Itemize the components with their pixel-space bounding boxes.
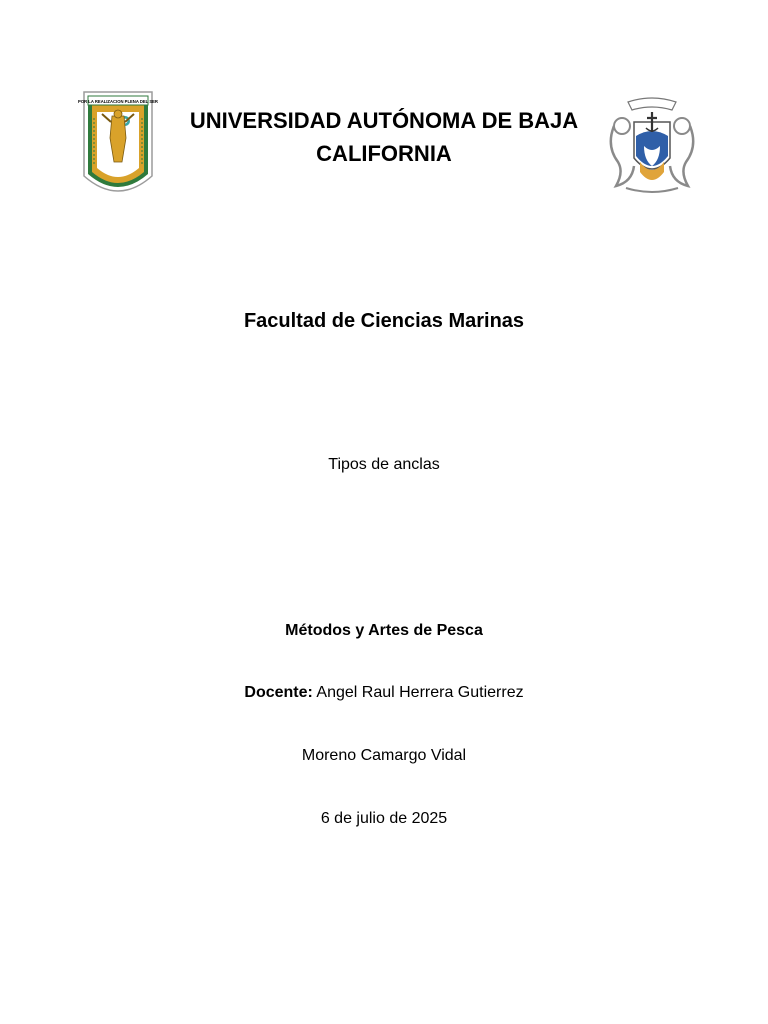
faculty-name: Facultad de Ciencias Marinas xyxy=(243,310,525,332)
university-title xyxy=(160,104,608,170)
document-date: 6 de julio de 2025 xyxy=(320,810,448,827)
teacher-name: Angel Raul Herrera Gutierrez xyxy=(316,684,524,701)
teacher-label: Docente: xyxy=(244,684,313,701)
university-title-line2: CALIFORNIA xyxy=(316,141,452,166)
course-name: Métodos y Artes de Pesca xyxy=(285,622,483,639)
uabc-shield-logo xyxy=(78,88,158,202)
document-topic: Tipos de anclas xyxy=(328,456,440,473)
student-name: Moreno Camargo Vidal xyxy=(301,747,467,764)
teacher-line xyxy=(0,682,768,704)
ciencias-marinas-crest xyxy=(606,96,698,196)
logo-top-text: POR LA REALIZACION PLENA DEL SER xyxy=(78,99,158,104)
university-title-line1: UNIVERSIDAD AUTÓNOMA DE BAJA xyxy=(189,108,579,133)
